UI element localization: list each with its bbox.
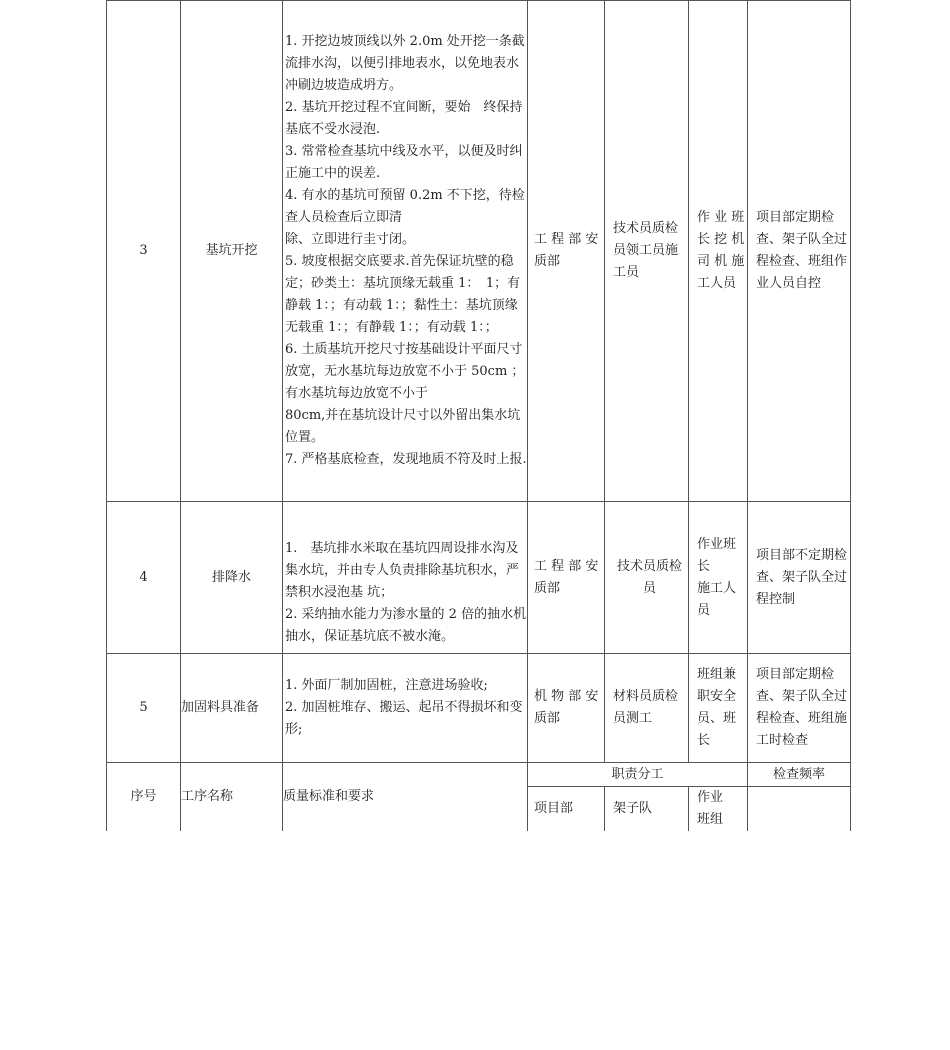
standard-item: 1. 外面厂制加固桩，注意进场验收; [285, 678, 488, 693]
process-name: 排降水 [181, 502, 283, 654]
header-team: 架子队 [605, 787, 689, 832]
table-row [107, 654, 851, 763]
standard-item: 1. 开挖边坡顶线以外 2.0m 处开挖一条截流排水沟，以便引排地表水，以免地表水冲刷边坡造成坍方。 [285, 34, 525, 93]
standard-item: 2. 基坑开挖过程不宜间断，要始 终保持基底不受水浸泡. [285, 100, 523, 137]
crew-responsibility: 班组兼职安全员、班长 [689, 654, 748, 763]
standard-item: 5. 坡度根据交底要求.首先保证坑壁的稳定；砂类土：基坑顶缘无载重 1： 1；有静载 1：；有动载 1：；黏性土：基坑顶缘无载重 1：；有静载 1：；有动载 1：； [285, 254, 521, 335]
header-dept: 项目部 [528, 787, 605, 832]
standard-item: 80cm,并在基坑设计尺寸以外留出集水坑位置。 [285, 408, 521, 445]
standard-item: 除、立即进行圭寸闭。 [285, 232, 416, 247]
quality-standards [283, 654, 528, 763]
header-frequency: 检查频率 [748, 763, 851, 787]
header-division: 职责分工 [528, 763, 748, 787]
check-frequency: 项目部定期检查、架子队全过程检查、班组施工时检查 [748, 654, 851, 763]
standard-item: 1. 基坑排水米取在基坑四周设排水沟及集水坑，并由专人负责排除基坑积水，严禁积水浸泡基 坑； [285, 540, 520, 600]
quality-standards [283, 1, 528, 502]
team-responsibility: 材料员质检员测工 [605, 654, 689, 763]
team-responsibility: 技术员质检员领工员施工员 [605, 1, 689, 502]
dept-responsibility: 工 程 部 安 质部 [528, 1, 605, 502]
row-index: 5 [107, 654, 181, 763]
table-row [107, 1, 851, 502]
table-row [107, 502, 851, 654]
standard-item: 6. 土质基坑开挖尺寸按基础设计平面尺寸放宽，无水基坑每边放宽不小于 50cm ；有水基坑每边放宽不小于 [285, 342, 525, 401]
process-name: 加固料具准备 [181, 654, 283, 763]
quality-control-table [106, 0, 851, 831]
header-crew: 作业班组 [689, 787, 748, 832]
standard-item: 3. 常常检查基坑中线及水平，以便及时纠正施工中的误差. [285, 144, 523, 181]
dept-responsibility: 机 物 部 安 质部 [528, 654, 605, 763]
header-frequency-blank [748, 787, 851, 832]
crew-responsibility: 作 业 班 长 挖 机 司 机 施 工人员 [689, 1, 748, 502]
table-header-row [107, 763, 851, 787]
check-frequency: 项目部定期检查、架子队全过程检查、班组作业人员自控 [748, 1, 851, 502]
header-name: 工序名称 [181, 763, 283, 832]
team-responsibility: 技术员质检员 [605, 502, 689, 654]
header-index: 序号 [107, 763, 181, 832]
standard-item: 2. 采纳抽水能力为渗水量的 2 倍的抽水机抽水，保证基坑底不被水淹。 [285, 606, 527, 644]
row-index: 3 [107, 1, 181, 502]
process-name: 基坑开挖 [181, 1, 283, 502]
crew-responsibility: 作业班长 施工人员 [689, 502, 748, 654]
standard-item: 4. 有水的基坑可预留 0.2m 不下挖，待检查人员检查后立即清 [285, 188, 525, 225]
row-index: 4 [107, 502, 181, 654]
standard-item: 7. 严格基底检查，发现地质不符及时上报. [285, 452, 527, 467]
header-standards: 质量标准和要求 [283, 763, 528, 832]
quality-standards [283, 502, 528, 654]
standard-item: 2. 加固桩堆存、搬运、起吊不得损坏和变形; [285, 700, 523, 737]
check-frequency: 项目部不定期检查、架子队全过程控制 [748, 502, 851, 654]
dept-responsibility: 工 程 部 安 质部 [528, 502, 605, 654]
